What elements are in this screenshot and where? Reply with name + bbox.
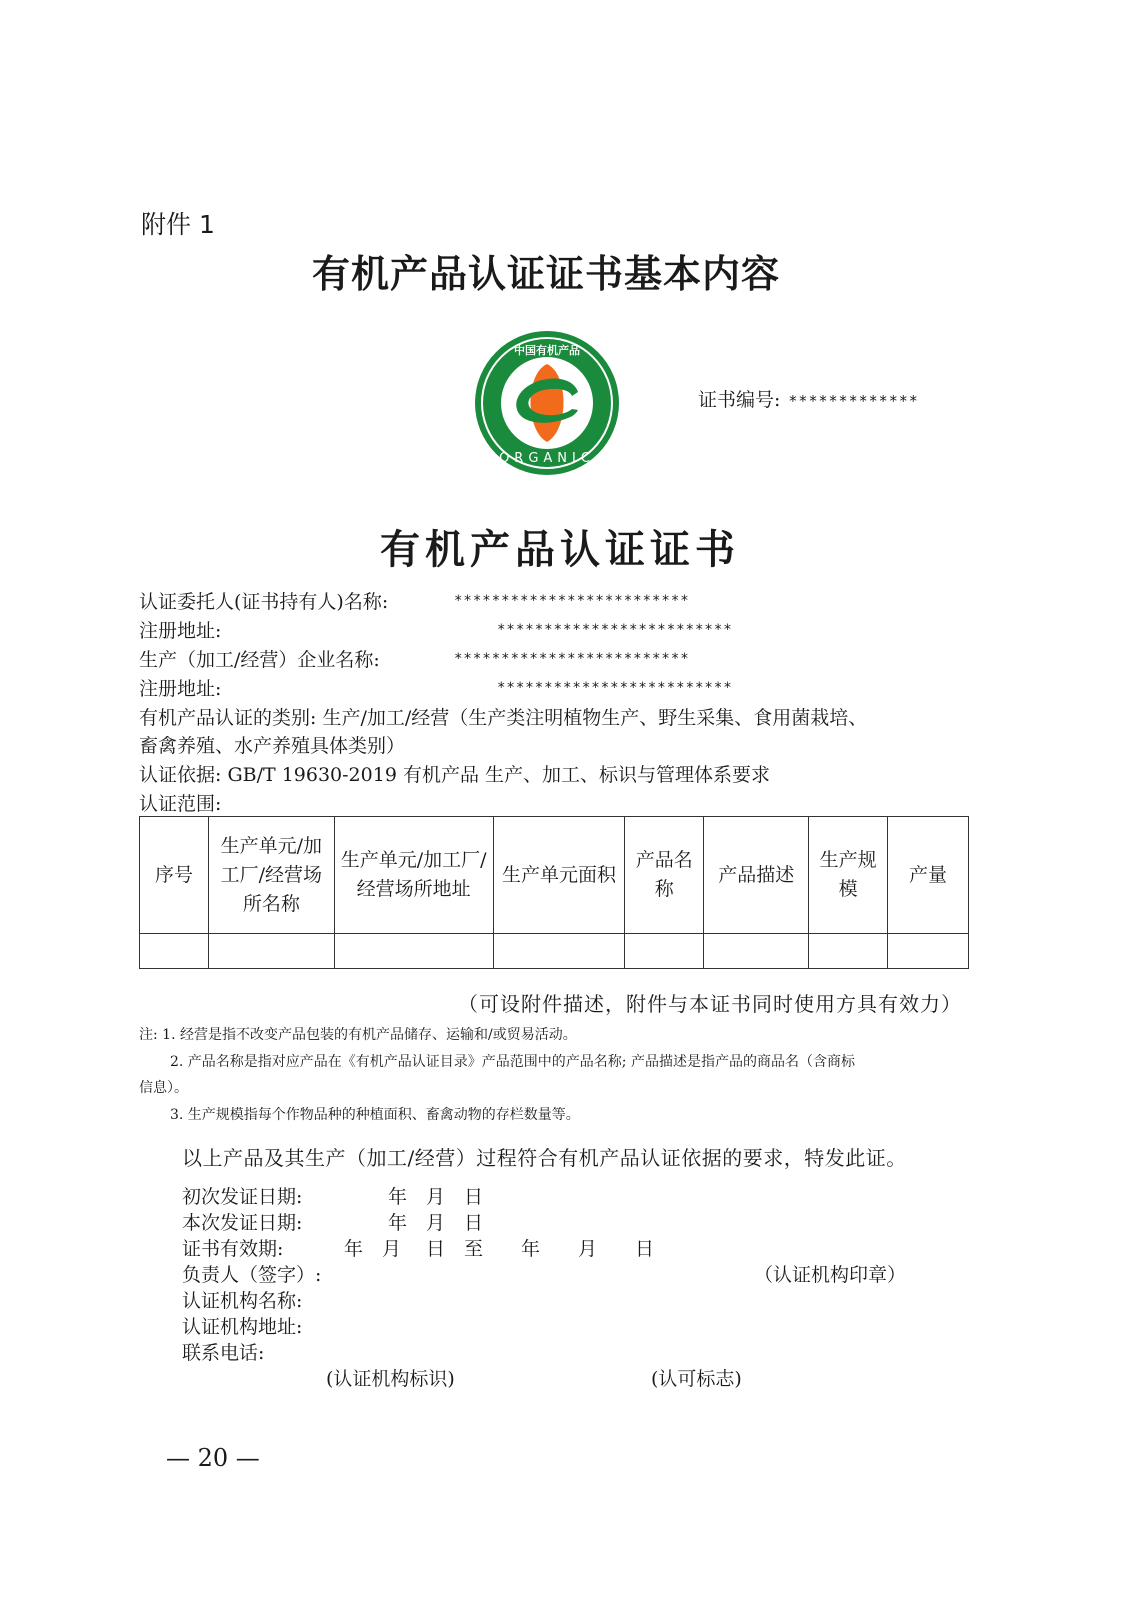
- note-1: 注: 1. 经营是指不改变产品包装的有机产品储存、运输和/或贸易活动。: [139, 1027, 577, 1043]
- current-issue-date-value: 年 月 日: [388, 1212, 484, 1234]
- table-cell: [809, 934, 888, 969]
- field-label: 生产（加工/经营）企业名称:: [139, 649, 380, 671]
- field-registered-address: [139, 616, 221, 643]
- validity-value: 年 月 日 至 年 月 日: [344, 1238, 655, 1260]
- column-header: 生产规模: [809, 817, 888, 934]
- field-label: 认证委托人(证书持有人)名称:: [139, 591, 389, 613]
- column-header: 产量: [888, 817, 969, 934]
- page-number: — 20 —: [166, 1444, 260, 1472]
- validity-label: 证书有效期:: [182, 1238, 284, 1260]
- field-holder-name: [139, 587, 388, 614]
- first-issue-date-value: 年 月 日: [388, 1186, 484, 1208]
- table-cell: [704, 934, 809, 969]
- column-header: 产品描述: [704, 817, 809, 934]
- china-organic-product-logo-icon: [474, 330, 620, 476]
- scope-table: [139, 816, 969, 969]
- note-2: 2. 产品名称是指对应产品在《有机产品认证目录》产品范围中的产品名称; 产品描述是指产品的商品名（含商标: [170, 1054, 855, 1070]
- table-cell: [334, 934, 493, 969]
- seal-placeholder: （认证机构印章）: [754, 1264, 907, 1286]
- field-holder-name-value: *************************: [454, 593, 690, 609]
- field-enterprise-name-value: *************************: [454, 651, 690, 667]
- attachment-label: 附件 1: [141, 210, 215, 239]
- certificate-title: 有机产品认证证书: [380, 526, 740, 573]
- table-header-row: [140, 817, 969, 934]
- field-label: 注册地址:: [139, 620, 222, 642]
- document-title: 有机产品认证证书基本内容: [312, 251, 781, 296]
- column-header: 生产单元面积: [493, 817, 625, 934]
- certificate-number-label: 证书编号:: [698, 389, 781, 411]
- column-header: 生产单元/加工厂/经营场所地址: [334, 817, 493, 934]
- attachment-note: （可设附件描述，附件与本证书同时使用方具有效力）: [458, 992, 962, 1016]
- field-scope: 认证范围:: [139, 793, 222, 815]
- field-basis: 认证依据: GB/T 19630-2019 有机产品 生产、加工、标识与管理体系要求: [139, 764, 770, 786]
- current-issue-date-label: 本次发证日期:: [182, 1212, 303, 1234]
- cert-body-name-label: 认证机构名称:: [182, 1290, 303, 1312]
- note-3: 3. 生产规模指每个作物品种的种植面积、畜禽动物的存栏数量等。: [170, 1107, 580, 1123]
- table-cell: [888, 934, 969, 969]
- column-header: 产品名称: [625, 817, 704, 934]
- accreditation-mark: (认可标志): [651, 1368, 742, 1390]
- field-label: 注册地址:: [139, 678, 222, 700]
- field-registered-address-value: *************************: [497, 622, 733, 638]
- table-row: [140, 934, 969, 969]
- issuance-statement: 以上产品及其生产（加工/经营）过程符合有机产品认证依据的要求，特发此证。: [182, 1146, 907, 1170]
- field-enterprise-name: [139, 645, 380, 672]
- field-enterprise-address-value: *************************: [497, 680, 733, 696]
- table-cell: [140, 934, 209, 969]
- field-category: 有机产品认证的类别: 生产/加工/经营（生产类注明植物生产、野生采集、食用菌栽培、: [139, 707, 868, 729]
- certificate-number: [698, 385, 919, 412]
- logo-bottom-text: ORGANIC: [499, 451, 595, 466]
- cert-body-address-label: 认证机构地址:: [182, 1316, 303, 1338]
- note-2-cont: 信息）。: [139, 1080, 188, 1096]
- column-header: 生产单元/加工厂/经营场所名称: [208, 817, 334, 934]
- first-issue-date-label: 初次发证日期:: [182, 1186, 303, 1208]
- table-cell: [493, 934, 625, 969]
- table-cell: [208, 934, 334, 969]
- phone-label: 联系电话:: [182, 1342, 265, 1364]
- field-enterprise-address: [139, 674, 221, 701]
- certificate-number-value: *************: [788, 392, 919, 410]
- column-header: 序号: [140, 817, 209, 934]
- cert-body-mark: (认证机构标识): [326, 1368, 455, 1390]
- responsible-signature-label: 负责人（签字）:: [182, 1264, 322, 1286]
- field-category-cont: 畜禽养殖、水产养殖具体类别）: [139, 735, 406, 757]
- table-cell: [625, 934, 704, 969]
- logo-top-text: 中国有机产品: [514, 344, 580, 357]
